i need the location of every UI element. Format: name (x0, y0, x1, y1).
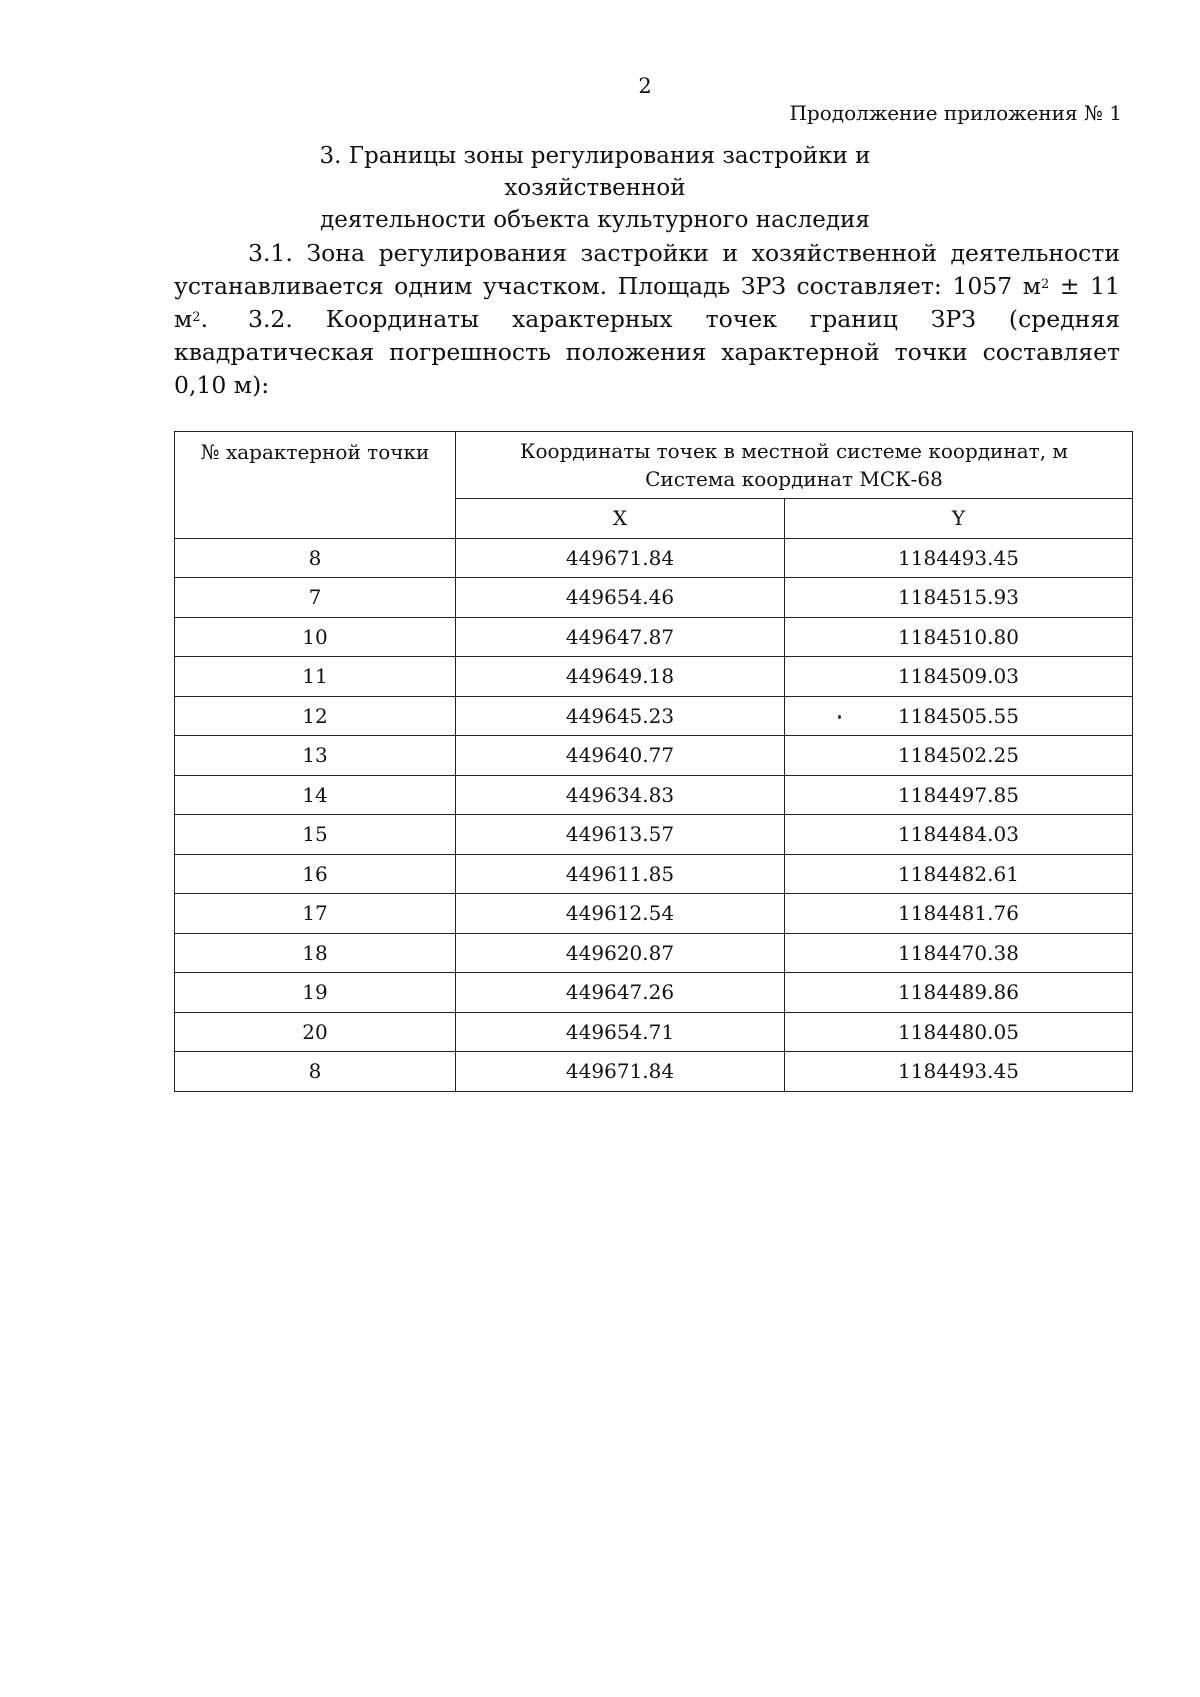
table-row (175, 617, 1133, 657)
point-number-cell: 12 (175, 696, 456, 736)
page-number: 2 (638, 74, 652, 98)
scan-speck (838, 715, 841, 719)
table-row (175, 1052, 1133, 1092)
table-row (175, 894, 1133, 934)
point-number-cell: 8 (175, 1052, 456, 1092)
section-title-line-1: 3. Границы зоны регулирования застройки и хозяйственной (319, 143, 871, 201)
x-coordinate-cell: 449612.54 (456, 894, 785, 934)
point-number-cell: 17 (175, 894, 456, 934)
point-number-cell: 19 (175, 973, 456, 1013)
x-coordinate-cell: 449654.71 (456, 1012, 785, 1052)
table-row (175, 696, 1133, 736)
table-row (175, 736, 1133, 776)
y-coordinate-cell: 1184480.05 (785, 1012, 1133, 1052)
header-coordinates (456, 432, 1133, 499)
section-title (260, 140, 930, 236)
x-coordinate-cell: 449620.87 (456, 933, 785, 973)
table-row (175, 538, 1133, 578)
superscript-1: 2 (1041, 277, 1050, 292)
section-title-line-2: деятельности объекта культурного наследия (320, 207, 870, 233)
header-y: Y (785, 499, 1133, 539)
x-coordinate-cell: 449613.57 (456, 815, 785, 855)
continuation-note: Продолжение приложения № 1 (789, 101, 1122, 125)
y-coordinate-cell: 1184502.25 (785, 736, 1133, 776)
x-coordinate-cell: 449647.26 (456, 973, 785, 1013)
point-number-cell: 7 (175, 578, 456, 618)
table-row (175, 578, 1133, 618)
paragraph-3-2 (174, 303, 1120, 402)
table-body (175, 538, 1133, 1091)
x-coordinate-cell: 449611.85 (456, 854, 785, 894)
x-coordinate-cell: 449671.84 (456, 1052, 785, 1092)
header-coordinates-line-2: Система координат МСК-68 (645, 467, 943, 491)
point-number-cell: 11 (175, 657, 456, 697)
paragraph-3-1-text: 3.1. Зона регулирования застройки и хозяйственной деятельности устанавливается одним участком. Площадь ЗРЗ составляет: 1057 м (174, 239, 1120, 300)
y-coordinate-cell: 1184505.55 (785, 696, 1133, 736)
x-coordinate-cell: 449634.83 (456, 775, 785, 815)
table-row (175, 1012, 1133, 1052)
table-row (175, 775, 1133, 815)
table-row (175, 657, 1133, 697)
y-coordinate-cell: 1184481.76 (785, 894, 1133, 934)
y-coordinate-cell: 1184509.03 (785, 657, 1133, 697)
x-coordinate-cell: 449671.84 (456, 538, 785, 578)
x-coordinate-cell: 449645.23 (456, 696, 785, 736)
x-coordinate-cell: 449654.46 (456, 578, 785, 618)
y-coordinate-cell: 1184515.93 (785, 578, 1133, 618)
paragraph-3-1-middle: ± 11 м (174, 272, 1120, 333)
point-number-cell: 14 (175, 775, 456, 815)
y-coordinate-cell: 1184482.61 (785, 854, 1133, 894)
y-coordinate-cell: 1184497.85 (785, 775, 1133, 815)
x-coordinate-cell: 449640.77 (456, 736, 785, 776)
paragraph-3-2-text: 3.2. Координаты характерных точек границ ЗРЗ (средняя квадратическая погрешность положения характерной точки составляет 0,10 м): (174, 305, 1120, 399)
header-coordinates-line-1: Координаты точек в местной системе координат, м (520, 439, 1068, 463)
point-number-cell: 15 (175, 815, 456, 855)
point-number-cell: 18 (175, 933, 456, 973)
y-coordinate-cell: 1184489.86 (785, 973, 1133, 1013)
point-number-cell: 8 (175, 538, 456, 578)
y-coordinate-cell: 1184510.80 (785, 617, 1133, 657)
table-row (175, 854, 1133, 894)
y-coordinate-cell: 1184493.45 (785, 1052, 1133, 1092)
point-number-cell: 13 (175, 736, 456, 776)
x-coordinate-cell: 449649.18 (456, 657, 785, 697)
superscript-2: 2 (192, 310, 201, 325)
y-coordinate-cell: 1184470.38 (785, 933, 1133, 973)
table-row (175, 973, 1133, 1013)
header-x: X (456, 499, 785, 539)
header-point-number: № характерной точки (175, 432, 456, 539)
table-row (175, 815, 1133, 855)
point-number-cell: 10 (175, 617, 456, 657)
y-coordinate-cell: 1184484.03 (785, 815, 1133, 855)
paragraph-3-1-end: . (200, 305, 209, 333)
x-coordinate-cell: 449647.87 (456, 617, 785, 657)
point-number-cell: 20 (175, 1012, 456, 1052)
coordinates-table (174, 431, 1133, 1092)
point-number-cell: 16 (175, 854, 456, 894)
y-coordinate-cell: 1184493.45 (785, 538, 1133, 578)
table-row (175, 933, 1133, 973)
